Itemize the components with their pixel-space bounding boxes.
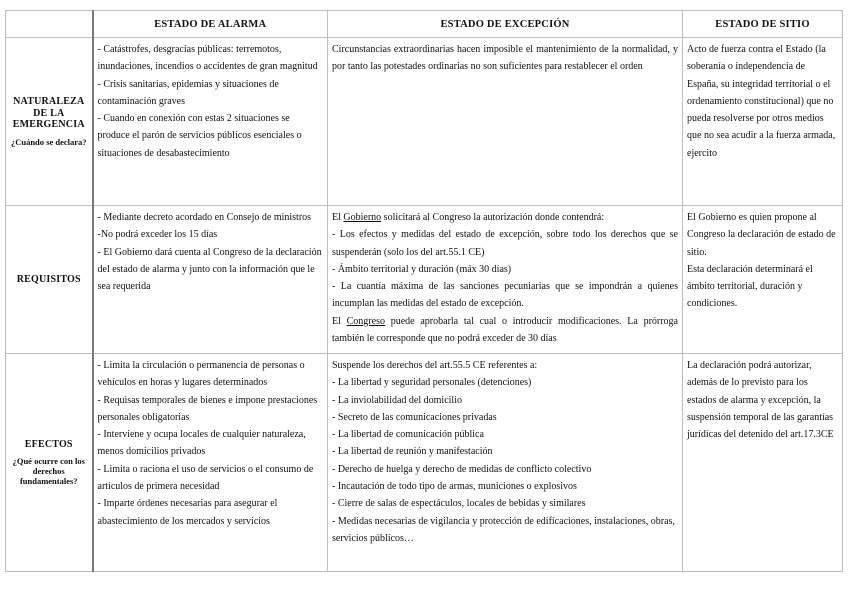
- cell-excepcion-efectos: [328, 354, 683, 572]
- text-line: - Cierre de salas de espectáculos, locales de bebidas y similares: [332, 498, 586, 510]
- text-line: - Incautación de todo tipo de armas, municiones o explosivos: [332, 481, 577, 493]
- text-line: - Catástrofes, desgracias públicas: terremotos, inundaciones, incendios o accidentes de gran magnitud: [97, 44, 318, 73]
- text-fragment: solicitará al Congreso la autorización donde contendrá:: [381, 212, 605, 223]
- row-header-requisitos: [6, 206, 93, 354]
- text-line: Circunstancias extraordinarias hacen imposible el mantenimiento de la normalidad, y por tanto las potestades ordinarias no son suficientes para restablecer el orden: [332, 44, 678, 73]
- congreso-word: Congreso: [346, 315, 385, 327]
- cell-alarma-naturaleza: [93, 38, 328, 206]
- header-alarma: ESTADO DE ALARMA: [93, 11, 328, 38]
- cell-alarma-efectos: [93, 354, 328, 572]
- row-header-naturaleza: [6, 38, 93, 206]
- header-excepcion: ESTADO DE EXCEPCIÓN: [328, 11, 683, 38]
- text-line: - Ámbito territorial y duración (máx 30 días): [332, 263, 512, 275]
- text-fragment: El: [332, 315, 347, 327]
- row-title: EFECTOS: [24, 438, 73, 450]
- text-line: - Mediante decreto acordado en Consejo de ministros: [97, 212, 312, 223]
- text-line: - Crisis sanitarias, epidemias y situaciones de contaminación graves: [97, 78, 279, 107]
- row-title: REQUISITOS: [16, 273, 81, 285]
- text-line: - Requisas temporales de bienes e impone prestaciones personales obligatorias: [97, 394, 318, 423]
- cell-alarma-requisitos: [93, 206, 328, 354]
- row-efectos: [6, 354, 843, 572]
- cell-sitio-requisitos: [683, 206, 843, 354]
- text-line: Acto de fuerza contra el Estado (la soberanía o independencia de España, su integridad territorial o el ordenamiento constitucional) que no pueda resolverse por otros medios que no sea acudir a la fuerza armada, ejercito: [687, 44, 836, 159]
- text-line: - Interviene y ocupa locales de cualquier naturaleza, menos domicilios privados: [97, 429, 306, 458]
- text-line: - Cuando en conexión con estas 2 situaciones se produce el parón de servicios públicos esenciales o situaciones de desabastecimiento: [97, 113, 302, 159]
- text-line: - La inviolabilidad del domicilio: [332, 394, 462, 406]
- row-requisitos: [6, 206, 843, 354]
- text-line: - Secreto de las comunicaciones privadas: [332, 411, 497, 423]
- text-line: [332, 313, 678, 348]
- text-line: - El Gobierno dará cuenta al Congreso de la declaración del estado de alarma y junto con la información que le sea requerida: [97, 246, 322, 293]
- corner-cell: [6, 11, 93, 38]
- text-line: Suspende los derechos del art.55.5 CE referentes a:: [332, 360, 538, 371]
- gobierno-word: Gobierno: [343, 212, 382, 223]
- text-line: La declaración podrá autorizar, además de lo previsto para los estados de alarma y excepción, la suspensión temporal de las garantías jurídicas del detenido del art.17.3CE: [687, 360, 834, 441]
- row-subtitle: ¿Qué ocurre con los derechos fundamentales?: [12, 456, 85, 487]
- text-line: - Limita o raciona el uso de servicios o el consumo de artículos de primera necesidad: [97, 463, 314, 493]
- cell-sitio-efectos: [683, 354, 843, 572]
- comparison-table: [5, 10, 843, 572]
- text-line: - La libertad de comunicación pública: [332, 429, 484, 441]
- text-line: Esta declaración determinará el ámbito territorial, duración y condiciones.: [687, 263, 813, 310]
- cell-excepcion-requisitos: [328, 206, 683, 354]
- text-line: El Gobierno es quien propone al Congreso la declaración de estado de sitio.: [687, 212, 836, 258]
- text-line: [332, 209, 678, 226]
- text-fragment: El: [332, 212, 344, 223]
- row-subtitle: ¿Cuándo se declara?: [10, 136, 87, 147]
- row-title: NATURALEZA DE LA EMERGENCIA: [12, 96, 85, 131]
- row-naturaleza: [6, 38, 843, 206]
- header-row: [6, 11, 843, 38]
- row-header-efectos: [6, 354, 93, 572]
- text-line: - Derecho de huelga y derecho de medidas de conflicto colectivo: [332, 463, 592, 475]
- cell-sitio-naturaleza: [683, 38, 843, 206]
- header-sitio: ESTADO DE SITIO: [683, 11, 843, 38]
- text-line: - La libertad y seguridad personales (detenciones): [332, 377, 532, 389]
- text-line: - Medidas necesarias de vigilancia y protección de edificaciones, instalaciones, obras, servicios públicos…: [332, 515, 675, 544]
- text-line: - Imparte órdenes necesarias para asegurar el abastecimiento de los mercados y servicios: [97, 498, 278, 527]
- text-line: - La libertad de reunión y manifestación: [332, 446, 493, 458]
- text-line: -No podrá exceder los 15 días: [97, 229, 218, 241]
- text-fragment: puede aprobarla tal cual o introducir modificaciones. La prórroga también le corresponde que no podrá exceder de 30 días: [332, 315, 678, 345]
- text-line: - Los efectos y medidas del estado de excepción, sobre todo los derechos que se suspenderán (solo los del art.55.1 CE): [332, 229, 678, 258]
- text-line: - Limita la circulación o permanencia de personas o vehículos en horas y lugares determinados: [97, 360, 305, 389]
- cell-excepcion-naturaleza: [328, 38, 683, 206]
- text-line: - La cuantía máxima de las sanciones pecuniarias que se impondrán a quienes incumplan las medidas del estado de excepción.: [332, 281, 678, 310]
